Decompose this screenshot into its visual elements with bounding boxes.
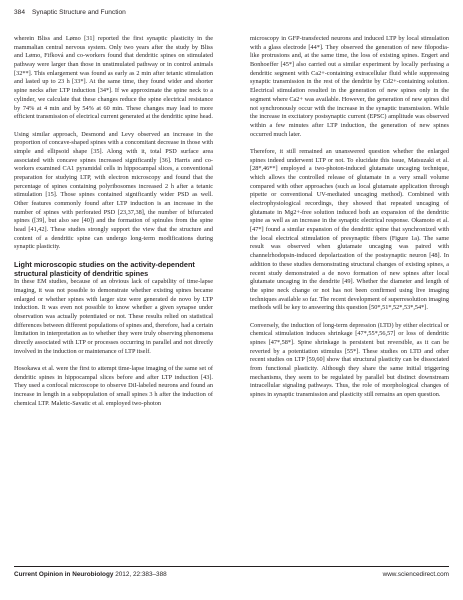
paragraph: Hosokawa et al. were the first to attempt time-lapse imaging of the same set of dendritic spines in hippocampal slices before and after LTP induction [43]. They used a confocal microscope to observe DiI-labeled neurons and found an increase in length in a subpopulation of small spines 3 h after the induction of chemical LTP. Maletic-Savatic et al. employed two-photon [14, 365, 213, 407]
footer-journal [14, 571, 167, 578]
journal-name: Current Opinion in Neurobiology [14, 571, 114, 578]
footer-divider [14, 566, 449, 567]
paragraph: microscopy in GFP-transfected neurons and induced LTP by local stimulation with a glass electrode [44*]. They observed the generation of new filopodia-like protrusions and, at the same time, the loss of existing spines. Engert and Bonhoeffer [45*] also carried out a similar experiment by locally perfusing a dendritic segment with Ca2+-containing extracellular fluid while suppressing synaptic transmission in the rest of the dendrite by Cd2+-containing solution. Electrical stimulation resulted in the generation of new spines only in the segment where Ca2+ was available. However, the generation of new spines did not synchronously occur with the increase in the synaptic transmission. While the increase in excitatory postsynaptic current (EPSC) amplitude was observed within a few minutes after LTP induction, the generation of new spines occurred much later. [250, 35, 449, 138]
paragraph: Conversely, the induction of long-term depression (LTD) by either electrical or chemical stimulation induces shrinkage [47*,55*,56,57] or loss of dendritic spines [47*,58*]. Spine shrinkage is persistent but reversible, as it can be reverted by a potentiation stimulus [55*]. These studies on LTD and other recent studies on LTP [59,60] show that structural plasticity can be dissociated from functional plasticity. Although they share the same initial triggering mechanisms, they seem to be regulated by parallel but distinct downstream intracellular signaling pathways. Thus, the role of morphological changes of spines in synaptic transmission and plasticity still remains an open question. [250, 321, 449, 399]
left-column [14, 35, 213, 409]
journal-volume: 2012, 22:383–388 [115, 571, 167, 578]
paragraph: wherein Bliss and Lømo [31] reported the first synaptic plasticity in the mammalian central nervous system. Only two years after the study by Bliss and Lømo, Fifková and co-workers found that dendritic spines on stimulated pathway were larger than those in unstimulated pathway or in control animals [32**]. This enlargement was found as early as 2 min after tetanic stimulation and lasted up to 23 h [33*]. At the same time, they found wider and shorter spine necks after LTP induction [34*]. If we approximate the spine neck to a cylinder, we calculate that these changes reduce the spine electrical resistance by 74% at 4 min and by 54% at 60 min. These changes may lead to more efficient transmission of electrical current generated at the dendritic spine head. [14, 35, 213, 121]
running-title: Synaptic Structure and Function [32, 9, 126, 16]
footer-website: www.sciencedirect.com [382, 571, 449, 578]
paragraph: Therefore, it still remained an unanswered question whether the enlarged spines indeed underwent LTP or not. To elucidate this issue, Matsuzaki et al. [28*,46**] employed a two-photon-induced glutamate uncaging technique, which allows the controlled release of glutamate in a very small volume compared with other approaches (such as local glutamate application through pipette or conventional UV-mediated uncaging method). Combined with electrophysiological recordings, they showed that repeated uncaging of glutamate in Mg2+-free solution induced both an expansion of the dendritic spine as well as an increase in the synaptic electrical response. Okamoto et al. [47*] found a similar expansion of the dendritic spine that synchronized with the local electrical stimulation of presynaptic fibers (Figure 1a). The same result was observed when glutamate uncaging was paired with channelrhodopsin-induced depolarization of the postsynaptic neuron [48]. In addition to these studies demonstrating structural changes of existing spines, a recent study demonstrated a de novo formation of new spines after local glutamate uncaging in the dendrite [49]. Whether the diameter and length of the spine neck change or not has not been confirmed using live imaging techniques available so far. The recent development of superresolution imaging methods will be key to answering this question [50*,51*,52*,53*,54*]. [250, 147, 449, 312]
paragraph: Using similar approach, Desmond and Levy observed an increase in the proportion of concave-shaped spines with a concomitant decrease in those with simple and ellipsoid shape [35]. Along with it, total PSD surface area associated with concave spines increased significantly [36]. Harris and co-workers examined CA1 pyramidal cells in hippocampal slices, a conventional preparation for studying LTP, with electron microscopy and found that the percentage of spines containing polyribosomes increased 2 h after a tetanic stimulation [15]. Those spines contained significantly wider PSD as well. Other features commonly found after LTP induction is an increase in the number of spines with perforated PSD [23,37,38], the number of bifurcated spines ([39], but also see [40]) and the formation of spinules from the spine head [41,42]. These studies strongly support the view that the structure and content of a dendritic spine can undergo long-term modifications during synaptic plasticity. [14, 130, 213, 251]
section-heading: Light microscopic studies on the activity-dependent structural plasticity of dendritic spines [14, 259, 195, 278]
page-number: 384 [14, 9, 26, 16]
right-column [250, 35, 449, 400]
paragraph: In these EM studies, because of an obvious lack of capability of time-lapse imaging, it was not possible to demonstrate whether existing spines became enlarged or whether spines with larger size were generated de novo by LTP induction. It was even not possible to know whether a given synapse under observation was actually potentiated or not. These results relied on statistical differences between different populations of spines and, therefore, had a certain limitation in interpretation as to whether they were truly observing phenomena directly associated with LTP or processes occurring in parallel and not directly involved in the induction or maintenance of LTP itself. [14, 278, 213, 355]
